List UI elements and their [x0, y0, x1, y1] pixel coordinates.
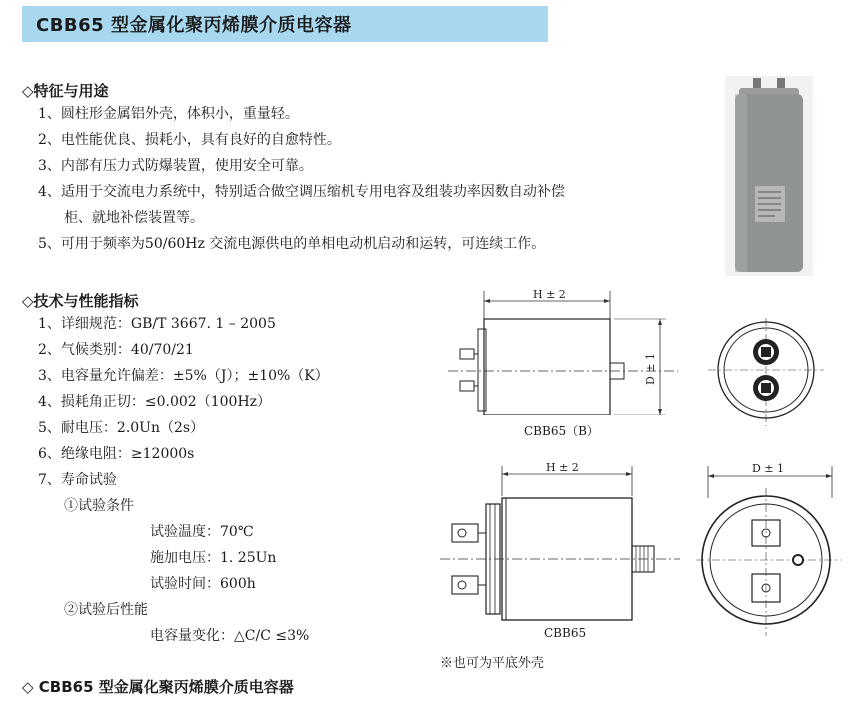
h-dimension-label-top: H ± 2 [533, 288, 566, 301]
capacitor-photo [725, 76, 813, 276]
spec-subheading: ②试验后性能 [64, 602, 148, 618]
cbb65b-top-diagram [700, 318, 830, 430]
spec-detail: 电容量变化：△C/C ≤3% [150, 628, 310, 644]
feature-item: 1、圆柱形金属铝外壳，体积小，重量轻。 [38, 106, 299, 122]
feature-item: 3、内部有压力式防爆装置，使用安全可靠。 [38, 158, 313, 174]
specs-heading: ◇技术与性能指标 [22, 292, 139, 310]
spec-item: 1、详细规范：GB/T 3667. 1 – 2005 [38, 316, 276, 332]
h-dimension-label-bottom: H ± 2 [546, 461, 579, 474]
flat-bottom-note: ※也可为平底外壳 [440, 656, 545, 671]
spec-subheading: ①试验条件 [64, 498, 134, 514]
spec-detail: 试验时间：600h [150, 576, 256, 592]
d-dimension-label-side: D ± 1 [644, 352, 657, 385]
spec-item: 5、耐电压：2.0Un（2s） [38, 420, 205, 436]
feature-item: 5、可用于频率为50/60Hz 交流电源供电的单相电动机启动和运转，可连续工作。 [38, 236, 546, 252]
spec-item: 6、绝缘电阻：≥12000s [38, 446, 195, 462]
cbb65b-side-diagram [448, 285, 688, 415]
d-dimension-label-top: D ± 1 [752, 462, 785, 475]
spec-detail: 施加电压：1. 25Un [150, 550, 277, 566]
feature-item: 2、电性能优良、损耗小，具有良好的自愈特性。 [38, 132, 341, 148]
cbb65-side-diagram [440, 460, 690, 640]
title-bar [22, 6, 548, 42]
feature-item: 4、适用于交流电力系统中，特别适合做空调压缩机专用电容及组装功率因数自动补偿 [38, 184, 565, 200]
feature-item-continued: 柜、就地补偿装置等。 [64, 210, 204, 226]
caption-cbb65: CBB65 [544, 626, 587, 640]
spec-item: 7、寿命试验 [38, 472, 117, 488]
cbb65-top-diagram [696, 458, 846, 648]
caption-cbb65b: CBB65（B） [524, 424, 599, 438]
spec-item: 4、损耗角正切：≤0.002（100Hz） [38, 394, 272, 410]
spec-item: 2、气候类别：40/70/21 [38, 342, 194, 358]
footer-heading: ◇ CBB65 型金属化聚丙烯膜介质电容器 [22, 678, 294, 696]
spec-detail: 试验温度：70℃ [150, 524, 254, 540]
page-title: CBB65 型金属化聚丙烯膜介质电容器 [36, 15, 352, 36]
spec-item: 3、电容量允许偏差：±5%（J）；±10%（K） [38, 368, 329, 384]
features-heading: ◇特征与用途 [22, 82, 109, 100]
